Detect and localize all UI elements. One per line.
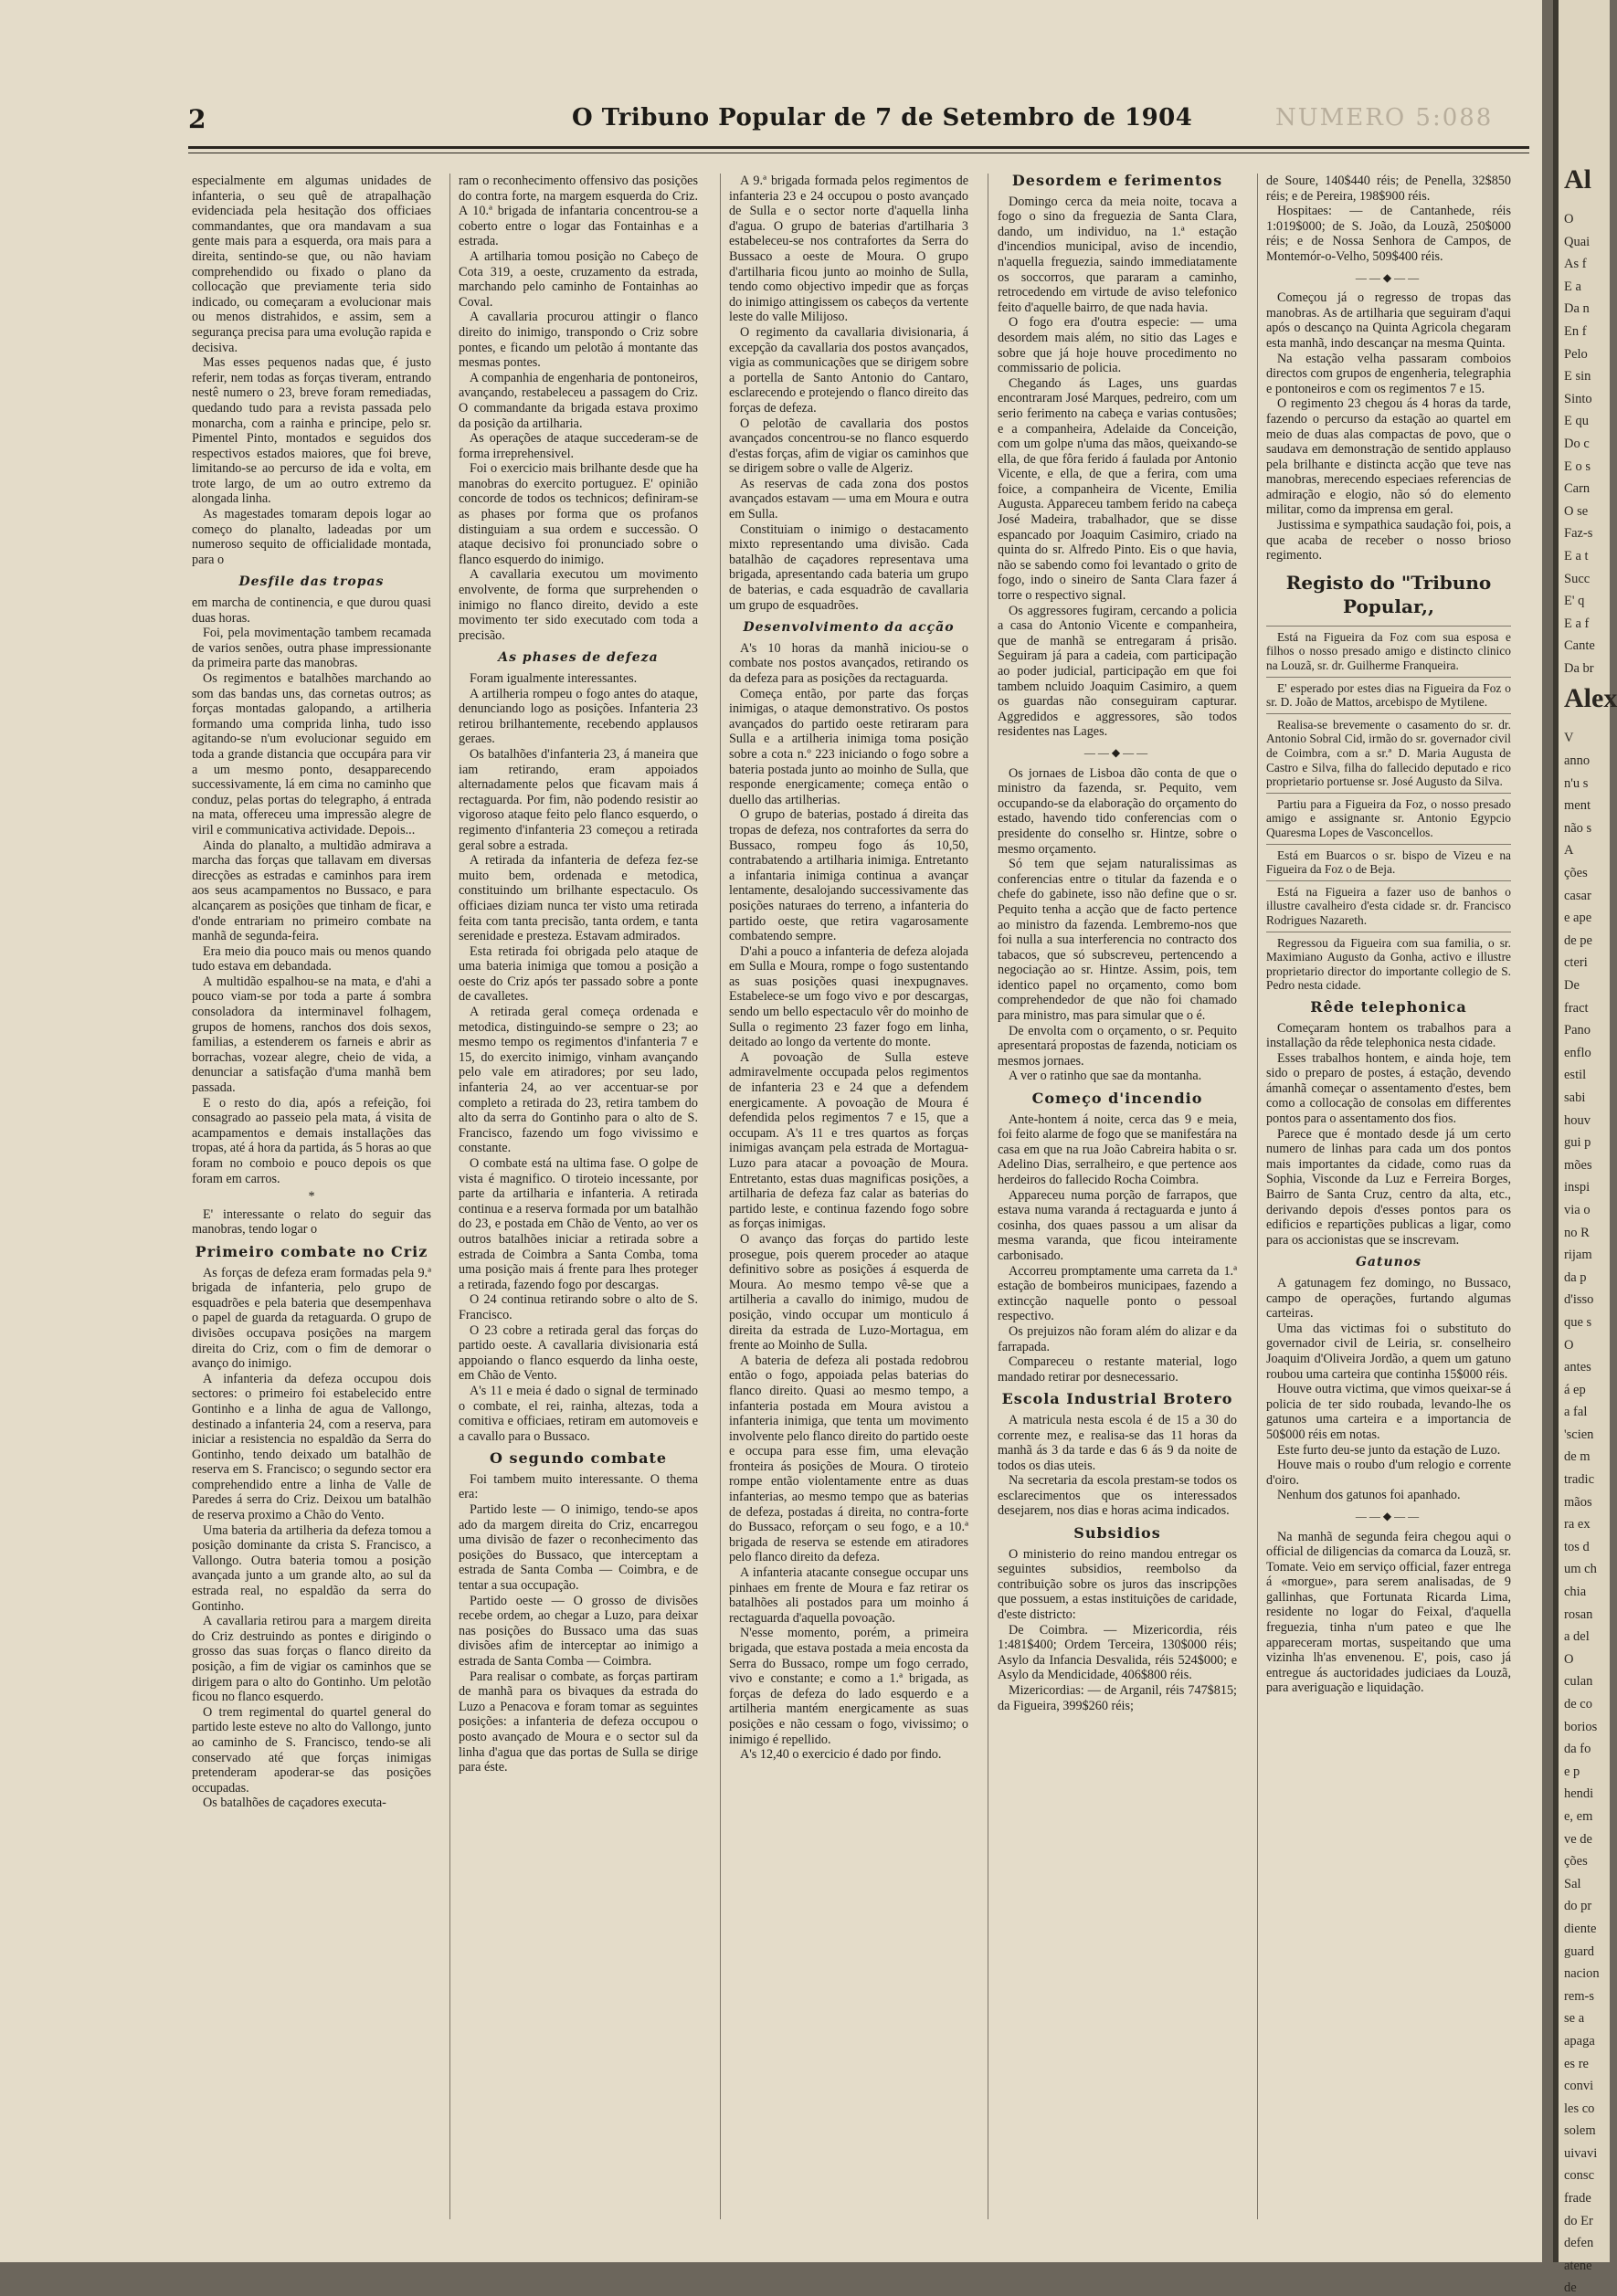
paragraph: A cavallaria procurou attingir o flanco direito do inimigo, transpondo o Criz sobre pontes, e ficando um pelotão á montante das mesmas pontes.	[459, 310, 698, 371]
notice-text: Está em Buarcos o sr. bispo de Vizeu e na Figueira da Foz o de Beja.	[1266, 848, 1511, 877]
paragraph: Parece que é montado desde já um certo numero de linhas para cada um dos pontos mais importantes da cidade, como ruas da Sophia, Visconde da Luz e Ferreira Borges, Bairro de Santa Cruz, centro da alta, etc., derivando depois d'esses pontos para os edificios e repartições publicas a ligar, como para os accionistas que se inscrevam.	[1266, 1126, 1511, 1248]
paragraph: A povoação de Sulla esteve admiravelmente occupada pelos regimentos de infanteria 23 e 24 que a defendem energicamente. A povoação de Moura é defendida pelos regimentos 7 e 15, que a occupam. A's 11 e tres quartos as forças inimigas avançam pela estrada de Mortagua-Luzo para atacar a povoação de Moura. Entretanto, estas duas magnificas posições, a artilharia de defeza faz calar as baterias do partido leste, e continua fazendo fogo sobre as forças inimigas.	[729, 1049, 968, 1232]
section-heading: Primeiro combate no Criz	[195, 1242, 428, 1260]
adjacent-page-line: Cante	[1564, 638, 1595, 654]
paragraph: Houve mais o roubo d'um relogio e corrente d'oiro.	[1266, 1458, 1511, 1488]
adjacent-page-line: Da n	[1564, 301, 1590, 317]
adjacent-page-line: tradic	[1564, 1472, 1595, 1488]
paragraph: Na estação velha passaram comboios directos com grupos de engenheria, telegraphia e pontoneiros e com os regimentos 7 e 15.	[1266, 351, 1511, 396]
paragraph: O trem regimental do quartel general do partido leste esteve no alto do Vallongo, junto ao caminho de S. Francisco, tendo-se ali conservado até que forças inimigas pretenderam apoderar-se das posições occupadas.	[192, 1704, 431, 1796]
column-divider	[720, 174, 721, 2219]
paragraph: Os batalhões de caçadores executa-	[203, 1796, 386, 1811]
adjacent-page-line: inspi	[1564, 1180, 1591, 1195]
adjacent-page-line: solem	[1564, 2123, 1596, 2139]
paragraph: Justissima e sympathica saudação foi, pois, a que acaba de receber o nosso brioso regimento.	[1266, 518, 1511, 563]
adjacent-page-line: do Er	[1564, 2213, 1593, 2228]
adjacent-page-line: antes	[1564, 1360, 1591, 1375]
notice-text: Está na Figueira da Foz com sua esposa e filhos o nosso presado amigo e distincto clinico na Louzã, sr. dr. Guilherme Franqueira.	[1266, 629, 1511, 673]
paragraph: A retirada geral começa ordenada e metodica, distinguindo-se sempre o 23; ao mesmo tempo os regimentos d'infanteria 7 e 15, do exercito inimigo, vinham avançando pelo vale em atiradores; por seu lado, infanteria 24, ao ver accentuar-se por completo a retirada do 23, retira tambem do alto da serra do Gontinho para o alto de S. Francisco, fazendo um fogo vivissimo e constante.	[459, 1005, 698, 1156]
adjacent-page-line: ve de	[1564, 1831, 1592, 1847]
adjacent-page-line: borios	[1564, 1719, 1598, 1734]
paragraph: Partido oeste — O grosso de divisões recebe ordem, ao chegar a Luzo, para deixar nas posições do Bussaco uma das suas divisões afim de interceptar ao inimigo a estrada de Santa Comba — Coimbra.	[459, 1593, 698, 1669]
ornament-divider: ——◆——	[1355, 270, 1422, 284]
paragraph: O avanço das forças do partido leste prosegue, pois querem proceder ao ataque definitivo sobre as posições á esquerda de Moura. Ao mesmo tempo vê-se que a artilheria a cavallo do inimigo, mudou de posição, vindo occupar um monticulo á direita da estrada de Luzo-Mortagua, em frente ao Moinho de Sulla.	[729, 1231, 968, 1353]
paragraph: Foram igualmente interessantes.	[470, 671, 638, 686]
adjacent-page-line: via o	[1564, 1202, 1591, 1217]
paragraph: Mizericordias: — de Arganil, réis 747$815; da Figueira, 399$260 réis;	[998, 1683, 1237, 1713]
paragraph: A's 11 e meia é dado o signal de terminado o combate, el rei, rainha, altezas, toda a comitiva e officiaes, retiram em automoveis e a cavallo para o Bussaco.	[459, 1383, 698, 1444]
adjacent-page-line: da fo	[1564, 1742, 1591, 1757]
adjacent-page-line: En f	[1564, 323, 1587, 339]
adjacent-page-line: As f	[1564, 257, 1587, 272]
adjacent-page-line: consc	[1564, 2168, 1595, 2184]
paragraph: Uma bateria da artilheria da defeza tomou a posição dominante da crista S. Francisco, a Vallongo. Outra bateria tomou a posição avançada junto a um grande alto, ao sul da estrada real, no espaldão da serra do Gontinho.	[192, 1522, 431, 1614]
adjacent-page-line: n'u s	[1564, 775, 1589, 791]
header-rule	[188, 146, 1529, 153]
section-heading: Gatunos	[1355, 1255, 1422, 1270]
asterisk-divider: *	[308, 1189, 315, 1205]
adjacent-page-line: ções	[1564, 866, 1588, 881]
paragraph: A cavallaria retirou para a margem direita do Criz destruindo as pontes e dirigindo o grosso das suas forças o flanco direito da posição, a fim de vigiar os caminhos que se dirigem para o alto do Gontinho. Um pelotão ficou no flanco esquerdo.	[192, 1614, 431, 1705]
paragraph: D'ahi a pouco a infanteria de defeza alojada em Sulla e Moura, rompe o fogo sustentando as suas posições quasi inexpugnaves. Estabelece-se um fogo vivo e por descargas, sendo um bello espectaculo vêr do moinho de Sulla o regimento 23 fazer fogo em linha, deitado ao longo da vertente do monte.	[729, 943, 968, 1050]
paragraph: Só tem que sejam naturalissimas as conferencias entre o titular da fazenda e o chefe do gabinete, isso não define que o sr. Pequito tenha a acção que de facto pertence ao ministro da fazenda. Lembremo-nos que foi nulla a sua interferencia no contracto dos tabacos, que só subscreveu, pertencendo a negociação ao sr. Hintze. Assim, pois, tem identico papel no orçamento, como bom comprehendedor de que não foi chamado para ministro, mas para simular que o é.	[998, 857, 1237, 1024]
section-title-registo: Registo do "Tribuno Popular,,	[1285, 571, 1492, 617]
adjacent-page-line: E a f	[1564, 616, 1590, 631]
adjacent-page-line: um ch	[1564, 1562, 1597, 1577]
adjacent-page-line: anno	[1564, 753, 1591, 769]
paragraph: Ante-hontem á noite, cerca das 9 e meia, foi feito alarme de fogo que se manifestára na casa em que na rua João Cabreira habita o sr. Adelino Dias, serralheiro, e que pertence aos herdeiros do fallecido Rocha Coimbra.	[998, 1111, 1237, 1187]
paragraph: A ver o ratinho que sae da montanha.	[1009, 1069, 1202, 1084]
adjacent-page-line: Sal	[1564, 1876, 1581, 1891]
paragraph: Accorreu promptamente uma carreta da 1.ª estação de bombeiros municipaes, fazendo a extincção naquelle ponto o pessoal respectivo.	[998, 1263, 1237, 1324]
paragraph: A companhia de engenharia de pontoneiros, avançando, restabeleceu a passagem do Criz. O commandante da brigada estava proximo da posição da artilharia.	[459, 370, 698, 431]
column-5	[1266, 174, 1511, 2228]
adjacent-page-line: d'isso	[1564, 1292, 1594, 1308]
paragraph: A matricula nesta escola é de 15 a 30 do corrente mez, e realisa-se das 11 horas da manhã ás 3 da tarde e das 6 ás 9 da noite de todos os dias uteis.	[998, 1412, 1237, 1473]
adjacent-page-line: apaga	[1564, 2033, 1595, 2048]
paragraph: Constituiam o inimigo o destacamento mixto representando uma divisão. Cada batalhão de caçadores representava uma brigada, apresentando cada bateria um grupo de baterias, e cada esquadrão de cavallaria um grupo de esquadrões.	[729, 521, 968, 613]
adjacent-page-edge	[1553, 0, 1617, 2296]
adjacent-page-line: A	[1564, 843, 1574, 858]
paragraph: O combate está na ultima fase. O golpe de vista é magnifico. O tiroteio incessante, por parte da artilharia e infanteria. A retirada continua e a reserva formada por um batalhão do 23, e postada em Chão de Vento, ao ver os outros batalhões iniciar a retirada sobre a estrada de Coimbra a Santa Comba, toma uma posição mais á frente para lhes proteger a retirada, fazendo fogo por descargas.	[459, 1156, 698, 1292]
adjacent-page-line: E a	[1564, 279, 1581, 294]
adjacent-page-line: ções	[1564, 1854, 1588, 1869]
adjacent-page-line: hendi	[1564, 1786, 1594, 1802]
adjacent-page-line: E qu	[1564, 414, 1589, 429]
adjacent-page-line: enflo	[1564, 1045, 1591, 1060]
paragraph: A bateria de defeza ali postada redobrou então o fogo, appoiada pelas baterias do flanco direito. Quasi ao mesmo tempo, a infanteria postada em Moura avistou a infanteria inimiga, que tenta um movimento involvente pelo flanco direito do partido oeste e occupa para esse fim, uma elevação fronteira ás posições de Moura. O tiroteio rompe então violentamente entre as duas infanterias, ao mesmo tempo que as baterias de defeza, postadas á direita, no contra-forte do Bussaco, reforçam o seu fogo, e a 10.ª brigada de reserva se estende em atiradores pelo flanco direito da defeza.	[729, 1353, 968, 1565]
adjacent-page-line: culan	[1564, 1674, 1593, 1690]
social-notice	[1266, 932, 1511, 993]
adjacent-page-line: da p	[1564, 1269, 1587, 1285]
social-notice	[1266, 626, 1511, 673]
adjacent-page-line: a del	[1564, 1629, 1590, 1645]
paragraph: O grupo de baterias, postado á direita das tropas de defeza, nos contrafortes da serra do Bussaco, rompeu fogo ás 10,50, contrabatendo a artilharia inimiga. Entretanto a infantaria inimiga continua a avançar lentamente, desalojando successivamente das posições naturaes do terreno, a infanteria do partido oeste, que retira vagarosamente combatendo sempre.	[729, 807, 968, 944]
adjacent-page-line: chia	[1564, 1585, 1587, 1600]
adjacent-page-line: atene	[1564, 2258, 1592, 2273]
paragraph: Domingo cerca da meia noite, tocava a fogo o sino da freguezia de Santa Clara, dando, um individuo, na 1.ª estação d'incendios municipal, aviso de incendio, n'aquella freguezia, saindo immediatamente os soccorros, que pararam a caminho, retrocedendo em virtude de aviso telefonico feito d'aquelle bairro, de que nada havia.	[998, 194, 1237, 315]
adjacent-page-line: e ape	[1564, 911, 1592, 926]
adjacent-page-line: se a	[1564, 2011, 1585, 2027]
paragraph: A artilharia tomou posição no Cabeço de Cota 319, a oeste, cruzamento da estrada, marchando pelo caminho de Fontainhas ao Coval.	[459, 248, 698, 310]
paragraph: O regimento 23 chegou ás 4 horas da tarde, fazendo o percurso da estação ao quartel em meio de duas alas compactas de povo, que o saudava em demonstração de sentido applauso pela brilhante e distincta acção que teve nas manobras, merecendo especiaes referencias de admiração e elogio, não só do elemento militar, como da imprensa em geral.	[1266, 396, 1511, 518]
paragraph: Começou já o regresso de tropas das manobras. As de artilharia que seguiram d'aqui após o descanço na Quinta Agricola chegaram esta manhã, indo descançar na mesma Quinta.	[1266, 290, 1511, 351]
paragraph: De Coimbra. — Mizericordia, réis 1:481$400; Ordem Terceira, 130$000 réis; Asylo da Infancia Desvalida, réis 524$000; e Asylo da Mendicidade, 406$800 réis.	[998, 1622, 1237, 1683]
adjacent-page-line: De	[1564, 978, 1580, 993]
adjacent-page-line: E o s	[1564, 458, 1591, 474]
adjacent-page-line: mãos	[1564, 1494, 1592, 1510]
adjacent-page-line: ment	[1564, 798, 1591, 814]
section-heading: Desordem e ferimentos	[1011, 172, 1223, 189]
paragraph: Os prejuizos não foram além do alizar e da farrapada.	[998, 1323, 1237, 1354]
paragraph: Os regimentos e batalhões marchando ao som das bandas uns, das cornetas outros; as forças montadas galopando, a artilheria formando uma comprida linha, tudo isso agitando-se n'um evolucionar seguido em toda a grande distancia que occupára para vir a um mesmo ponto, desapparecendo successivamente, lá em cima no caminho que conduz, pelas portas do telegrapho, á entrada na mata, offereceu uma impressão alegre de viril e communicativa actividade. Depois...	[192, 671, 431, 837]
adjacent-page-line: 'scien	[1564, 1427, 1594, 1442]
column-divider	[1257, 174, 1258, 2219]
adjacent-page-line: de	[1564, 2280, 1577, 2296]
paragraph: Na secretaria da escola prestam-se todos os esclarecimentos que os interessados desejarem, nos dias e horas acima indicados.	[998, 1473, 1237, 1519]
paragraph: Começa então, por parte das forças inimigas, o ataque demonstrativo. Os postos avançados do partido oeste retiraram para Sulla e a artilheria inimiga toma posição sobre a cota n.º 223 iniciando o fogo sobre a bateria postada junto ao moinho de Sulla, que responde energicamente; começa então o duello das artilherias.	[729, 686, 968, 807]
column-4	[998, 174, 1237, 2228]
adjacent-page-line: O	[1564, 1337, 1574, 1353]
section-heading: Escola Industrial Brotero	[1001, 1390, 1233, 1408]
paragraph: Os batalhões d'infanteria 23, á maneira que iam retirando, eram appoiados alternadamente pelos que ficavam mais á rectaguarda. Por fim, não podendo resistir ao vigoroso ataque feito pelo flanco esquerdo, o regimento d'infanteria 23 começou a retirada geral sobre a estrada.	[459, 746, 698, 853]
paragraph: A artilheria rompeu o fogo antes do ataque, denunciando logo as posições. Infanteria 23 retirou brilhantemente, recebendo applausos geraes.	[459, 686, 698, 747]
adjacent-page-line: houv	[1564, 1112, 1591, 1128]
paragraph: Na manhã de segunda feira chegou aqui o official de diligencias da comarca da Louzã, sr. Tomate. Veio em serviço official, fazer entrega á «morgue», para serem analisadas, de 9 gallinhas, que Fortunata Ricarda Lima, residente no logar do Feixal, d'aquella freguezia, tinha n'um pateo e que lhe appareceram mortas, suspeitando que uma vizinha lh'as envenenou. E', pois, caso já entregue ás auctoridades judiciaes da Louzã, para averiguação e liquidação.	[1266, 1529, 1511, 1696]
notice-text: Realisa-se brevemente o casamento do sr. dr. Antonio Sobral Cid, irmão do sr. governador civil de Coimbra, com a sr.ª D. Maria Augusta de Castro e Silva, filha do fallecido deputado e rico proprietario portuense sr. José Augusto da Silva.	[1266, 717, 1511, 789]
social-notice	[1266, 677, 1511, 710]
paragraph: Foi, pela movimentação tambem recamada de varios senões, outra phase impressionante da primeira parte das manobras.	[192, 626, 431, 671]
adjacent-page-line: les co	[1564, 2101, 1595, 2116]
adjacent-page-line: a fal	[1564, 1405, 1588, 1420]
adjacent-page-line: no R	[1564, 1225, 1590, 1240]
paragraph: O ministerio do reino mandou entregar os seguintes subsidios, reembolso da contribuição sobre os juros das inscripções que possuem, a estas instituições de caridade, d'este districto:	[998, 1546, 1237, 1623]
paragraph: Partido leste — O inimigo, tendo-se apos ado da margem direita do Criz, encarregou uma divisão de fazer o reconhecimento das posições do Bussaco, que interceptam a estrada de Santa Comba — Coimbra, e de tentar a sua occupação.	[459, 1502, 698, 1594]
paragraph: A's 10 horas da manhã iniciou-se o combate nos postos avançados, retirando os da defeza para as posições da rectaguarda.	[729, 640, 968, 686]
paragraph: ram o reconhecimento offensivo das posições do contra forte, na margem esquerda do Criz. A 10.ª brigada de infantaria concentrou-se a coberto entre o logar das Fontainhas e a estrada.	[459, 174, 698, 249]
adjacent-page-line: Do c	[1564, 436, 1590, 451]
adjacent-page-line: rijam	[1564, 1248, 1592, 1263]
paragraph: Foi tambem muito interessante. O thema era:	[459, 1471, 698, 1502]
paragraph: E o resto do dia, após a refeição, foi consagrado ao passeio pela mata, á visita de acampamentos e demais installações das tropas, até á hora da partida, ás 5 horas ao que foram no comboio e pouco depois os que foram em carros.	[192, 1095, 431, 1186]
paragraph: Houve outra victima, que vimos queixar-se á policia de ter sido roubada, levando-lhe os gatunos uma carteira e a importancia de 50$000 réis em notas.	[1266, 1382, 1511, 1442]
paragraph: O 24 continua retirando sobre o alto de S. Francisco.	[459, 1292, 698, 1322]
paragraph: Os aggressores fugiram, cercando a policia a casa do Antonio Vicente e companheira, que de manhã se entregaram á prisão. Seguiram já para a cadeia, com participação ao poder judicial, participação em que foi tambem ncluido Joaquim Casimiro, a quem os guardas não conseguiram capturar. Aggredidos e aggressores, são todos residentes nas Lages.	[998, 603, 1237, 740]
adjacent-page-line: Quai	[1564, 234, 1591, 249]
adjacent-page-line: Sinto	[1564, 391, 1592, 406]
paragraph: Começaram hontem os trabalhos para a installação da rêde telephonica nesta cidade.	[1266, 1020, 1511, 1051]
adjacent-page-line: diente	[1564, 1921, 1597, 1936]
notice-text: Está na Figueira a fazer uso de banhos o illustre cavalheiro d'esta cidade sr. dr. Francisco Rodrigues Nazareth.	[1266, 884, 1511, 927]
adjacent-page-line: que s	[1564, 1314, 1592, 1330]
social-notice	[1266, 713, 1511, 789]
section-heading: Começo d'incendio	[1031, 1090, 1203, 1108]
paragraph: De envolta com o orçamento, o sr. Pequito apresentará propostas de fazenda, noticiam os mesmos jornaes.	[998, 1023, 1237, 1069]
adjacent-page-line: frade	[1564, 2191, 1591, 2206]
paragraph: A infanteria da defeza occupou dois sectores: o primeiro foi estabelecido entre Gontinho e a linha de agua de Vallongo, destinado a infanteria 24, com a reserva, para iniciar a resistencia no espaldão da Serra do Gontinho, tendo deixado um batalhão de reserva em S. Francisco; o segundo sector era comprehendido entre a linha de Valle de Paredes á serra do Criz. Deixou um batalhão de reserva proximo a Chão do Vento.	[192, 1371, 431, 1523]
adjacent-page-line: mões	[1564, 1157, 1592, 1173]
paragraph: A's 12,40 o exercicio é dado por findo.	[740, 1747, 942, 1763]
adjacent-page-line: casar	[1564, 888, 1591, 903]
paragraph: A retirada da infanteria de defeza fez-se muito bem, ordenada e metodica, constituindo um brilhante espectaculo. Os officiaes diziam nunca ter visto uma retirada feita com tanta precisão, tanta ordem, e tanta serenidade e presteza. Estavam admirados.	[459, 853, 698, 944]
adjacent-page-line: de pe	[1564, 932, 1592, 948]
paragraph: E' interessante o relato do seguir das manobras, tendo logar o	[192, 1206, 431, 1238]
adjacent-page-line: convi	[1564, 2079, 1594, 2094]
ornament-divider: ——◆——	[1355, 1509, 1422, 1522]
social-notice	[1266, 793, 1511, 840]
adjacent-page-line: E' q	[1564, 594, 1585, 609]
section-heading: Subsidios	[1073, 1524, 1161, 1543]
section-heading: Rêde telephonica	[1310, 997, 1467, 1016]
paragraph: Mas esses pequenos nadas que, é justo referir, nem todas as forças tiveram, entrando nestê numero o 23, breve foram remediadas, quedando tudo para a revista passada pelo monarcha, com a rainha e principe, pelo sr. Pimentel Pinto, montados e seguidos dos respectivos estados maiores, que foi breve, limitando-se ao percurso de ida e volta, em trote largo, de um ao outro extremo da alongada linha.	[192, 355, 431, 507]
adjacent-page-line: fract	[1564, 1000, 1589, 1016]
adjacent-page-line: E a t	[1564, 548, 1589, 563]
adjacent-page-line: defen	[1564, 2236, 1594, 2251]
paragraph: Ainda do planalto, a multidão admirava a marcha das forças que tallavam em diversas direcções as estradas e caminhos para irem aos seus acampamentos no Bussaco, e para alcançarem as posições que tinham de ficar, e d'onde entrariam no primeiro combate na manhã de segunda-feira.	[192, 837, 431, 944]
paragraph: Este furto deu-se junto da estação de Luzo.	[1277, 1442, 1501, 1458]
adjacent-page-line: e p	[1564, 1764, 1580, 1779]
adjacent-page-line: guard	[1564, 1943, 1595, 1959]
adjacent-page-line: Succ	[1564, 571, 1591, 586]
paragraph: O pelotão de cavallaria dos postos avançados concentrou-se no flanco esquerdo d'estas forças, afim de vigiar os caminhos que se dirigem sobre o valle de Algeriz.	[729, 416, 968, 477]
newspaper-title: O Tribuno Popular de 7 de Setembro de 1904	[572, 104, 1193, 132]
paragraph: em marcha de continencia, e que durou quasi duas horas.	[192, 595, 431, 626]
adjacent-page-line: e, em	[1564, 1808, 1593, 1824]
paragraph: A cavallaria executou um movimento envolvente, de forma que surprehenden o inimigo no flanco direito, devido a este movimento ter sido executado com toda a precisão.	[459, 567, 698, 643]
paragraph: especialmente em algumas unidades de infanteria, o seu quê de atrapalhação evidenciada pela hesitação dos officiaes commandantes, que ora mandavam a sua gente mais para a esquerda, ora mais para a direita, sentindo-se que, ou não haviam comprehendido ou fixado o plano da collocação que previamente teria sido indicado, ou começaram a evolucionar mais ou menos distrahidos, e assim, sem a segurança precisa para uma evolução rapida e decisiva.	[192, 174, 431, 355]
paragraph: O fogo era d'outra especie: — uma desordem mais além, no sitio das Lages e sobre que já hoje houve procedimento no commissario de policia.	[998, 315, 1237, 376]
paragraph: A multidão espalhou-se na mata, e d'ahi a pouco viam-se por toda a parte á sombra consoladora da interminavel folhagem, grupos de homens, ranchos dos dois sexos, familias, a estenderem os farneis e abrir as borrachas, vozear alegre, cheio de vida, a denunciar a satisfação d'uma manhã bem passada.	[192, 974, 431, 1096]
paragraph: Nenhum dos gatunos foi apanhado.	[1277, 1488, 1461, 1503]
column-divider	[449, 174, 450, 2219]
adjacent-page-line: de co	[1564, 1697, 1592, 1711]
section-heading: Desfile das tropas	[238, 574, 385, 590]
section-heading: Desenvolvimento da acção	[743, 620, 955, 636]
notice-text: Partiu para a Figueira da Foz, o nosso presado amigo e assignante sr. Antonio Egypcio Quaresma Lopes de Vasconcellos.	[1266, 796, 1511, 839]
paragraph: As reservas de cada zona dos postos avançados estavam — uma em Moura e outra em Sulla.	[729, 476, 968, 522]
paragraph: Foi o exercicio mais brilhante desde que ha manobras do exercito portuguez. E' opinião concorde de todos os technicos; definiram-se as phases por forma que os profanos distinguiam a sua ordem e successão. O ataque decisivo foi pronunciado sobre o flanco esquerdo do inimigo.	[459, 461, 698, 567]
paragraph: Para realisar o combate, as forças partiram de manhã para os bivaques da estrada do Luzo a Penacova e foram tomar as seguintes posições: a infanteria de defeza occupou o posto avançado de Moura e o sector sul da linha d'agua que das portas de Sulla se dirige para éste.	[459, 1669, 698, 1775]
column-1	[192, 174, 431, 2228]
adjacent-page-line: á ep	[1564, 1382, 1586, 1397]
paragraph: Chegando ás Lages, uns guardas encontraram José Marques, pedreiro, com um serio ferimento na cabeça e varias contusões; e a companheira, Adelaide da Conceição, com um golpe n'uma das mãos, queixando-se ella, de que fôra ferido á faulada por Antonio Vicente, e ella, de que a ferira, com uma foice, a companheira de Vicente, Emilia Augusta. Appareceu tambem ferido na cabeça José Madeira, trabalhador, que se disse espancado por Joaquim Casimiro, criado na quinta do sr. Alfredo Pinto. Eis o que havia, não se sabendo como foi levantado o grito de fogo, indo o sineiro de Santa Clara fazer á torre o respectivo signal.	[998, 375, 1237, 604]
adjacent-page-line: V	[1564, 731, 1574, 746]
paragraph: Hospitaes: — de Cantanhede, réis 1:019$000; de S. João, da Louzã, 250$000 réis; e de Nossa Senhora de Campos, de Montemór-o-Velho, 509$400 réis.	[1266, 204, 1511, 264]
adjacent-page-line: O se	[1564, 503, 1589, 519]
social-notice	[1266, 880, 1511, 928]
adjacent-page-line: rem-s	[1564, 1988, 1595, 2004]
adjacent-page-line: de m	[1564, 1449, 1591, 1465]
adjacent-page-text	[1559, 0, 1617, 2296]
paragraph: O 23 cobre a retirada geral das forças do partido oeste. A cavallaria divisionaria está appoiando o flanco esquerdo da linha oeste, em Chão de Vento.	[459, 1322, 698, 1384]
paragraph: O regimento da cavallaria divisionaria, á excepção da cavallaria dos postos avançados, vigia as communicações que se dirigem sobre a portella de Santo Antonio do Cantaro, esclarecendo e protejendo o flanco direito das forças de defeza.	[729, 324, 968, 416]
column-3	[729, 174, 968, 2228]
paragraph: Esta retirada foi obrigada pelo ataque de uma bateria inimiga que tomou a posição a oeste do Criz após ter passado sobre a ponte de cavalletes.	[459, 943, 698, 1005]
section-heading: As phases de defeza	[498, 650, 659, 666]
paragraph: As operações de ataque succederam-se de forma irreprehensivel.	[459, 431, 698, 461]
adjacent-page-line: tos d	[1564, 1539, 1590, 1554]
paragraph: Uma das victimas foi o substituto do governador civil de Leiria, sr. conselheiro Joaquim d'Oliveira Jordão, a quem um gatuno roubou uma carteira que continha 15$000 réis.	[1266, 1321, 1511, 1382]
ornament-divider: ——◆——	[1083, 745, 1151, 759]
adjacent-page-line: Alex	[1564, 683, 1617, 714]
notice-text: E' esperado por estes dias na Figueira da Foz o sr. D. João de Mattos, arcebispo de Mytilene.	[1266, 680, 1511, 710]
adjacent-page-line: ra ex	[1564, 1517, 1591, 1532]
adjacent-page-line: O	[1564, 212, 1574, 226]
paragraph: As forças de defeza eram formadas pela 9.ª brigada de infanteria, pelo grupo de esquadrões e pela bateria que desempenhava o papel de guarda da retaguarda. O grupo de divisões occupava posições na margem direita do Criz, com o fim de demorar o avanço do inimigo.	[192, 1265, 431, 1372]
paragraph: Appareceu numa porção de farrapos, que estava numa varanda á rectaguarda e junto á cosinha, dos quaes passou a um alisar da mesma varanda, que ficou inteiramente carbonisado.	[998, 1187, 1237, 1263]
paragraph: A infanteria atacante consegue occupar uns pinhaes em frente de Moura e faz retirar os batalhões ali postados para um moinho á rectaguarda d'aquella povoação.	[729, 1565, 968, 1626]
adjacent-page-line: nacion	[1564, 1966, 1600, 1982]
adjacent-page-line: Al	[1564, 164, 1591, 195]
social-notice	[1266, 844, 1511, 877]
adjacent-page-line: Da br	[1564, 660, 1594, 676]
paragraph: Os jornaes de Lisboa dão conta de que o ministro da fazenda, sr. Pequito, vem occupando-se da elaboração do orçamento do estado, havendo tido conferencias com o presidente do conselho sr. Hintze, sobre o mesmo orçamento.	[998, 765, 1237, 857]
adjacent-page-line: E sin	[1564, 369, 1591, 384]
adjacent-page-line: do pr	[1564, 1899, 1592, 1914]
paragraph: N'esse momento, porém, a primeira brigada, que estava postada a meia encosta da Serra do Bussaco, rompe um fogo cerrado, vivo e constante; e como a 1.ª brigada, as forças de defeza do lado esquerdo e a artilheria mantém energicamente as suas posições e não cessam o fogo, vivissimo; o inimigo é repellido.	[729, 1626, 968, 1747]
paragraph: de Soure, 140$440 réis; de Penella, 32$850 réis; e de Pereira, 198$900 réis.	[1266, 174, 1511, 204]
adjacent-page-line: Faz-s	[1564, 526, 1593, 542]
adjacent-page-line: cteri	[1564, 955, 1588, 971]
adjacent-page-line: O	[1564, 1651, 1574, 1667]
adjacent-page-line: Pelo	[1564, 346, 1588, 362]
section-heading: O segundo combate	[489, 1449, 668, 1468]
adjacent-page-line: Pano	[1564, 1023, 1591, 1038]
notice-text: Regressou da Figueira com sua familia, o sr. Maximiano Augusto da Gonha, activo e illustre proprietario director do importante collegio de S. Pedro nesta cidade.	[1266, 935, 1511, 993]
adjacent-page-line: sabi	[1564, 1090, 1586, 1105]
paragraph: Esses trabalhos hontem, e ainda hoje, tem sido o preparo de postes, á estação, devendo ámanhã começar o assentamento d'estes, bem como a collocação de consolas em differentes pontos para o assentamento dos fios.	[1266, 1050, 1511, 1127]
paragraph: As magestades tomaram depois logar ao começo do planalto, ladeadas por um numeroso sequito de officialidade montada, para o	[192, 507, 431, 567]
page-number: 2	[188, 104, 206, 134]
adjacent-page-line: rosan	[1564, 1606, 1593, 1622]
paragraph: Era meio dia pouco mais ou menos quando tudo estava em debandada.	[192, 943, 431, 974]
column-2	[459, 174, 698, 2228]
adjacent-page-line: uivavi	[1564, 2145, 1598, 2161]
adjacent-page-line: não s	[1564, 820, 1592, 836]
adjacent-page-line: es re	[1564, 2056, 1589, 2071]
adjacent-page-line: Carn	[1564, 481, 1591, 497]
adjacent-page-line: estil	[1564, 1068, 1587, 1083]
paragraph: Compareceu o restante material, logo mandado retirar por desnecessario.	[998, 1354, 1237, 1385]
paragraph: A 9.ª brigada formada pelos regimentos de infanteria 23 e 24 occupou o posto avançado de Sulla e o sector norte d'aquella linha d'agua. O grupo de baterias d'artilharia 3 estabeleceu-se nos contrafortes da Serra do Bussaco a oeste de Moura. O grupo d'artilharia ficou junto ao moinho de Sulla, tendo como objectivo impedir que as forças do inimigo attingissem os cabeços da vertente leste do valle Milijoso.	[729, 174, 968, 325]
issue-stamp: NUMERO 5:088	[1275, 104, 1494, 132]
adjacent-page-line: gui p	[1564, 1135, 1591, 1151]
paragraph: A gatunagem fez domingo, no Bussaco, campo de operações, furtando algumas carteiras.	[1266, 1276, 1511, 1322]
